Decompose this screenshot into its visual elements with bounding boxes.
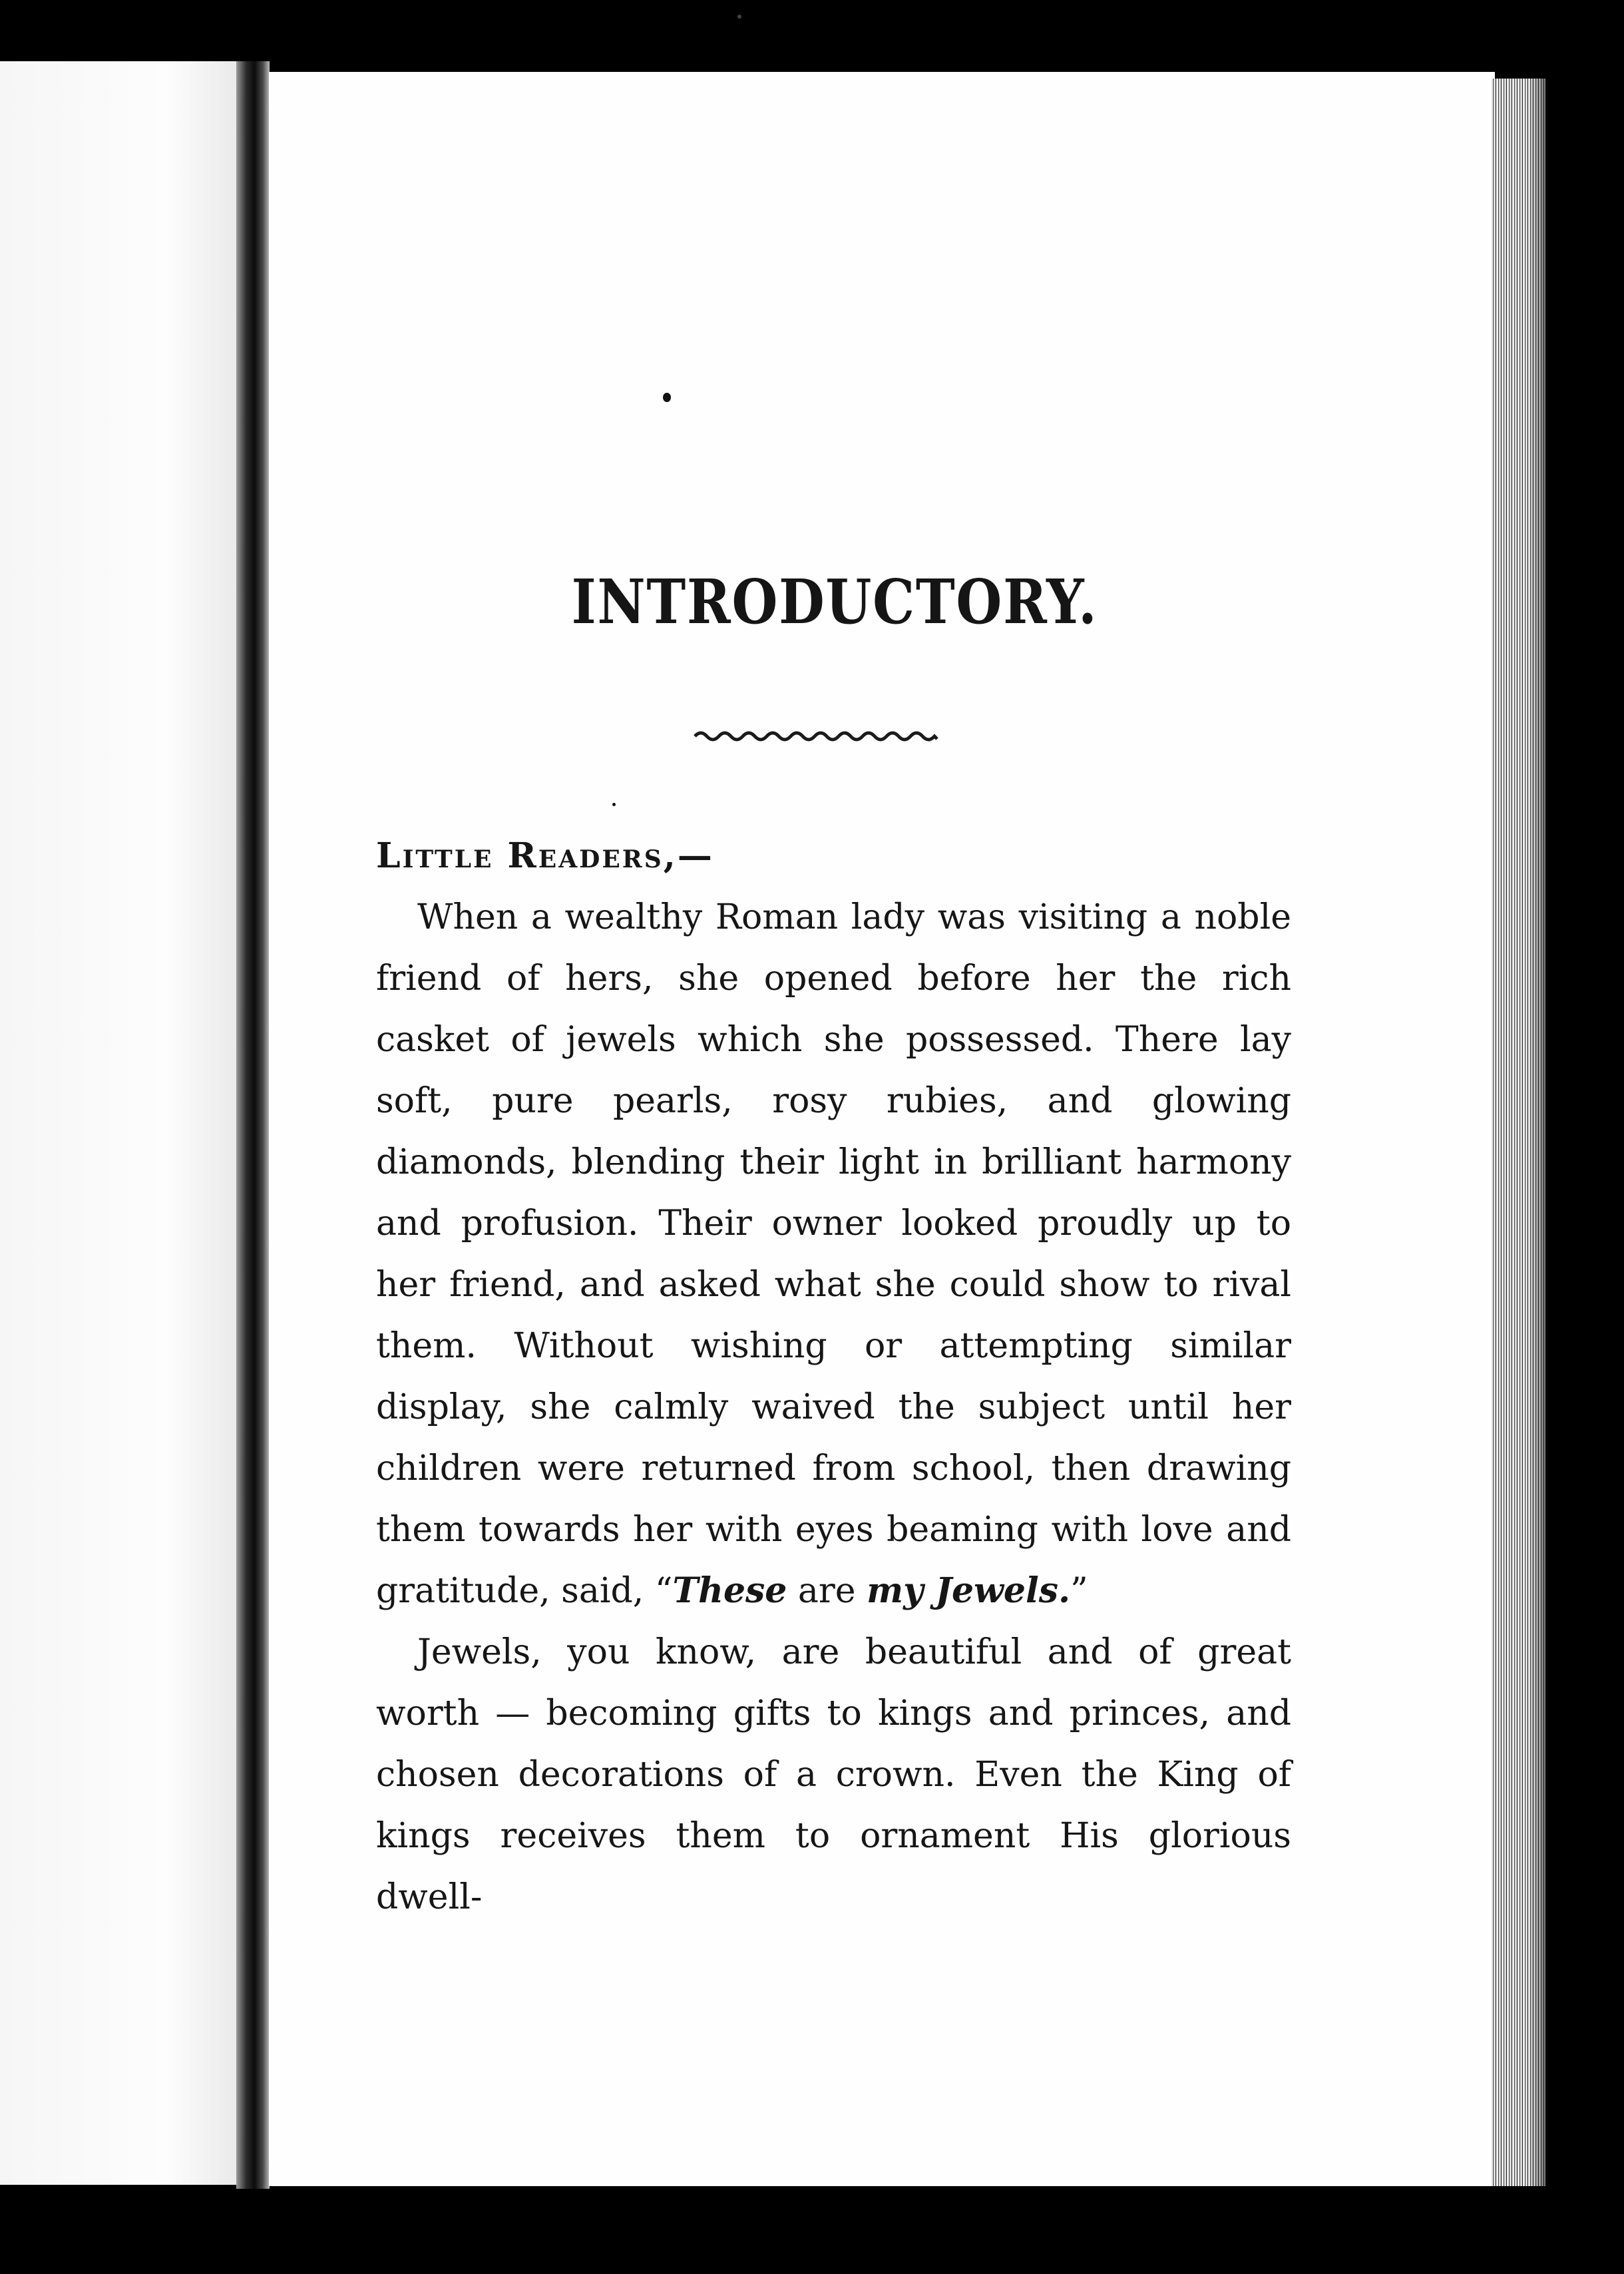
salutation: Little Readers,—: [376, 835, 714, 876]
emphasis-text: my Jewels.: [867, 1570, 1071, 1611]
wavy-ornament-rule: [692, 727, 945, 747]
paragraph-text: are: [787, 1571, 867, 1611]
ink-speck: [612, 803, 616, 806]
ink-speck: [663, 393, 671, 402]
left-page-edge: [0, 61, 240, 2185]
page-heading: INTRODUCTORY.: [571, 566, 1098, 638]
paragraph-text: When a wealthy Roman lady was visiting a noble friend of hers, she opened before her the rich casket of jewels which she possessed. There lay soft, pure pearls, rosy rubies, and glowing diamonds, blending their light in brilliant harmony and profusion. Their owner looked proudly up to her friend, and asked what she could show to rival them. Without wishing or attempting similar display, she calmly waived the subject until her children were returned from school, then drawing them towards her with eyes beaming with love and gratitude, said, “: [376, 897, 1291, 1611]
closing-quote: ”: [1070, 1571, 1088, 1611]
emphasis-text: These: [672, 1570, 787, 1611]
body-text: [376, 825, 1291, 1928]
paragraph: Jewels, you know, are beautiful and of great worth — becoming gifts to kings and princes, and chosen decorations of a crown. Even the King of kings receives them to ornament His glorious dwell-: [376, 1632, 1291, 1917]
ink-speck: [737, 15, 741, 19]
paragraph: [376, 887, 1291, 1622]
book-gutter: [236, 61, 270, 2189]
page-stack-shadow: [1528, 79, 1548, 2186]
